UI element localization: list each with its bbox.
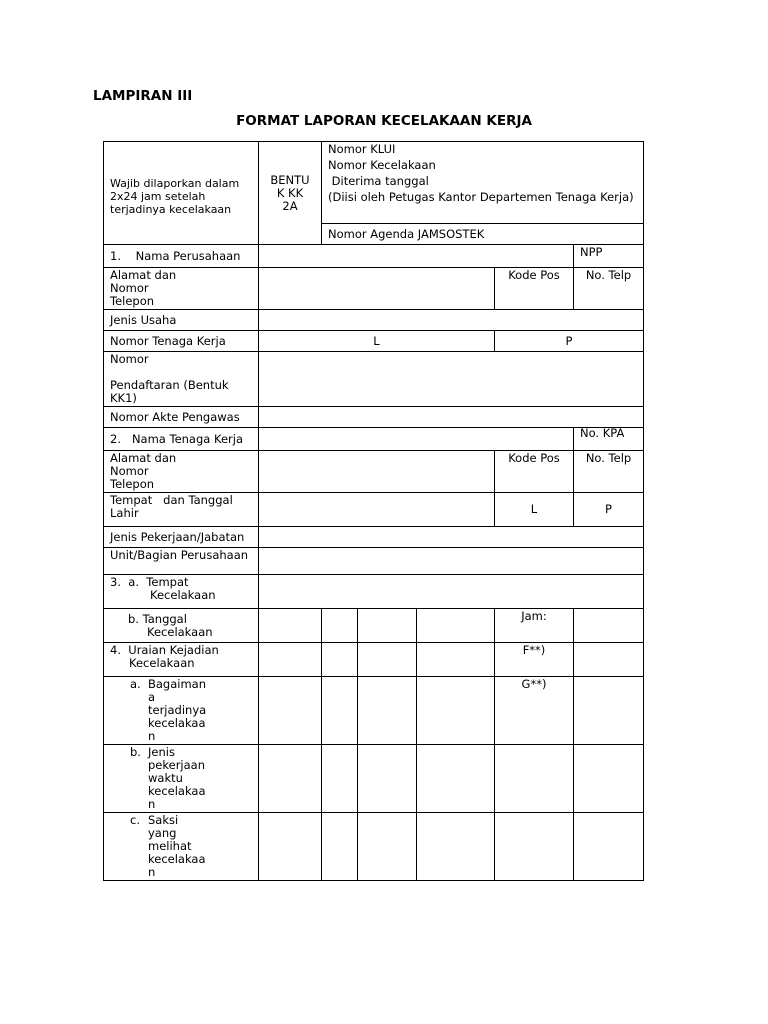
tempat-tanggal-lahir-field[interactable]: [259, 493, 495, 527]
tempat-tanggal-lahir-label: Tempat dan Tanggal Lahir: [104, 493, 259, 527]
nama-perusahaan-label: 1. Nama Perusahaan: [104, 245, 259, 268]
uraian-cell-4[interactable]: [417, 643, 495, 677]
nomor-pendaftaran-field[interactable]: [259, 352, 644, 407]
saksi-cell-5[interactable]: [495, 813, 574, 881]
saksi-text: Saksi yang melihat kecelakaa n: [148, 813, 206, 879]
saksi-cell-3[interactable]: [358, 813, 417, 881]
nomor-tenaga-kerja-label: Nomor Tenaga Kerja: [104, 331, 259, 352]
bagaimana-cell-2[interactable]: [322, 677, 358, 745]
jenis-pekerjaan-waktu-cell-1[interactable]: [259, 745, 322, 813]
form-code: BENTU K KK 2A: [259, 142, 322, 245]
tempat-kecelakaan-line2: Kecelakaan: [150, 588, 216, 602]
jam-field[interactable]: [574, 609, 644, 643]
bagaimana-cell-4[interactable]: [417, 677, 495, 745]
nomor-kecelakaan-label: Nomor Kecelakaan: [328, 158, 436, 172]
saksi-cell-1[interactable]: [259, 813, 322, 881]
bagaimana-label: [104, 677, 259, 745]
unit-bagian-label: Unit/Bagian Perusahaan: [104, 548, 259, 575]
jenis-pekerjaan-waktu-label: [104, 745, 259, 813]
tanggal-kecelakaan-line2: Kecelakaan: [147, 624, 213, 639]
jenis-usaha-label: Jenis Usaha: [104, 310, 259, 331]
g-label: G**): [495, 677, 574, 745]
tanggal-cell-3[interactable]: [358, 609, 417, 643]
saksi-cell-6[interactable]: [574, 813, 644, 881]
bagaimana-cell-3[interactable]: [358, 677, 417, 745]
uraian-cell-2[interactable]: [322, 643, 358, 677]
uraian-kejadian-label: [104, 643, 259, 677]
f-field[interactable]: [574, 643, 644, 677]
tenaga-kerja-p-label: P: [495, 331, 644, 352]
nama-tenaga-kerja-field[interactable]: [259, 428, 574, 451]
nomor-akte-label: Nomor Akte Pengawas: [104, 407, 259, 428]
tanggal-kecelakaan-line1: b. Tanggal: [128, 611, 187, 626]
nomor-agenda-label: Nomor Agenda JAMSOSTEK: [322, 224, 644, 245]
g-field[interactable]: [574, 677, 644, 745]
kode-pos-perusahaan-label: Kode Pos: [495, 268, 574, 310]
nama-tenaga-kerja-label: 2. Nama Tenaga Kerja: [104, 428, 259, 451]
form-title-text: FORMAT LAPORAN KECELAKAAN KERJA: [236, 113, 532, 129]
uraian-kejadian-line1: 4. Uraian Kejadian: [110, 643, 219, 657]
report-deadline-note: Wajib dilaporkan dalam 2x24 jam setelah terjadinya kecelakaan: [104, 142, 259, 245]
no-kpa-label: No. KPA: [574, 428, 644, 451]
lahir-p-label: P: [574, 493, 644, 527]
diisi-oleh-note: (Diisi oleh Petugas Kantor Departemen Tenaga Kerja): [328, 190, 634, 204]
alamat-perusahaan-label: Alamat dan Nomor Telepon: [104, 268, 259, 310]
saksi-marker: c.: [130, 813, 140, 827]
nomor-klui-label: Nomor KLUI: [328, 142, 396, 156]
npp-label: NPP: [574, 245, 644, 268]
unit-bagian-field[interactable]: [259, 548, 644, 575]
tenaga-kerja-l-label: L: [259, 331, 495, 352]
jenis-usaha-field[interactable]: [259, 310, 644, 331]
tempat-kecelakaan-field[interactable]: [259, 575, 644, 609]
no-telp-perusahaan-label: No. Telp: [574, 268, 644, 310]
uraian-cell-3[interactable]: [358, 643, 417, 677]
bagaimana-text: Bagaiman a terjadinya kecelakaa n: [148, 677, 207, 743]
tempat-kecelakaan-label: [104, 575, 259, 609]
tanggal-cell-4[interactable]: [417, 609, 495, 643]
tanggal-cell-1[interactable]: [259, 609, 322, 643]
jenis-pekerjaan-waktu-cell-2[interactable]: [322, 745, 358, 813]
bagaimana-cell-1[interactable]: [259, 677, 322, 745]
alamat-tenaga-kerja-field[interactable]: [259, 451, 495, 493]
accident-report-form: [103, 141, 644, 881]
form-title: [0, 113, 768, 129]
uraian-kejadian-line2: Kecelakaan: [129, 656, 195, 670]
tanggal-cell-2[interactable]: [322, 609, 358, 643]
saksi-cell-4[interactable]: [417, 813, 495, 881]
jenis-pekerjaan-waktu-cell-4[interactable]: [417, 745, 495, 813]
jenis-pekerjaan-label: Jenis Pekerjaan/Jabatan: [104, 527, 259, 548]
nomor-akte-field[interactable]: [259, 407, 644, 428]
jenis-pekerjaan-field[interactable]: [259, 527, 644, 548]
jenis-pekerjaan-waktu-text: Jenis pekerjaan waktu kecelakaa n: [148, 745, 206, 811]
office-info-block: [322, 142, 644, 224]
saksi-label: [104, 813, 259, 881]
alamat-tenaga-kerja-label: Alamat dan Nomor Telepon: [104, 451, 259, 493]
lahir-l-label: L: [495, 493, 574, 527]
f-label: F**): [495, 643, 574, 677]
jenis-pekerjaan-waktu-cell-5[interactable]: [495, 745, 574, 813]
saksi-cell-2[interactable]: [322, 813, 358, 881]
tanggal-kecelakaan-label: [104, 609, 259, 643]
jenis-pekerjaan-waktu-marker: b.: [130, 745, 141, 759]
bagaimana-marker: a.: [130, 677, 141, 691]
uraian-cell-1[interactable]: [259, 643, 322, 677]
alamat-perusahaan-field[interactable]: [259, 268, 495, 310]
jenis-pekerjaan-waktu-cell-6[interactable]: [574, 745, 644, 813]
nomor-pendaftaran-label: Nomor Pendaftaran (Bentuk KK1): [104, 352, 259, 407]
no-telp-tenaga-kerja-label: No. Telp: [574, 451, 644, 493]
jenis-pekerjaan-waktu-cell-3[interactable]: [358, 745, 417, 813]
jam-label: Jam:: [495, 609, 574, 643]
diterima-tanggal-label: Diterima tanggal: [328, 174, 429, 188]
lampiran-label: LAMPIRAN III: [93, 88, 193, 104]
tempat-kecelakaan-line1: 3. a. Tempat: [110, 575, 189, 589]
nama-perusahaan-field[interactable]: [259, 245, 574, 268]
kode-pos-tenaga-kerja-label: Kode Pos: [495, 451, 574, 493]
